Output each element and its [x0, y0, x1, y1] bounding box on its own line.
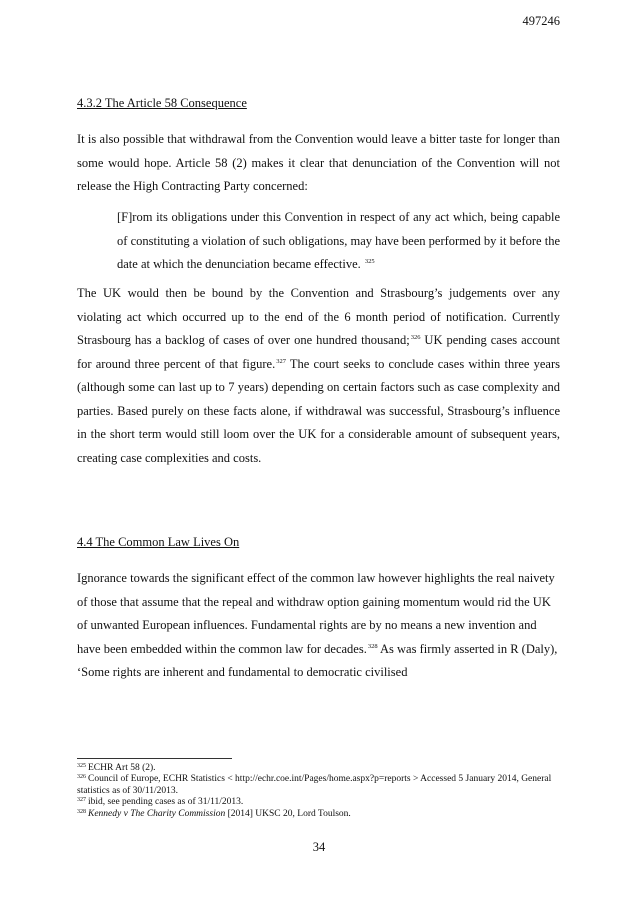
footnote-number: 328	[77, 808, 86, 815]
paragraph-intro	[77, 128, 560, 199]
footnotes	[77, 763, 560, 820]
footnote-divider	[77, 758, 232, 759]
section-heading-4-4	[77, 535, 560, 550]
paragraph-segment: Ignorance towards the significant effect of the common law however highlights the real naivety of those that assume that the repeal and withdraw option gaining momentum would rid the UK of unwanted European influences. Fundamental rights are by no means a new invention and have been embedded within the common law for decades.	[77, 571, 555, 656]
footnote-text: Council of Europe, ECHR Statistics < http://echr.coe.int/Pages/home.aspx?p=reports > Accessed 5 January 2014, General statistics as of 30/11/2013.	[77, 774, 552, 796]
heading-text: 4.3.2 The Article 58 Consequence	[77, 96, 247, 110]
footnote-case-name: Kennedy v The Charity Commission	[88, 808, 226, 819]
paragraph-backlog	[77, 282, 560, 470]
paragraph-common-law	[77, 567, 560, 685]
footnote-ref: 327	[276, 357, 286, 365]
footnote-number: 327	[77, 797, 86, 804]
page-id: 497246	[522, 14, 560, 28]
block-quote	[117, 206, 560, 277]
paragraph-segment: The UK would then be bound by the Convention and Strasbourg’s judgements over any violating act which occurred up to the end of the 6 month period of notification. Currently Strasbourg has a backlog of cases of over one hundred thousand;	[77, 286, 560, 347]
footnote-text: ECHR Art 58 (2).	[88, 763, 156, 773]
footnote-ref: 328	[367, 642, 378, 650]
quote-text: [F]rom its obligations under this Convention in respect of any act which, being capable of constituting a violation of such obligations, may have been performed by it before the date at which the denunciation became effective.	[117, 210, 560, 271]
paragraph-segment: UK pending cases account for around three percent of that figure.	[77, 333, 560, 371]
footnote-text: [2014] UKSC 20, Lord Toulson.	[225, 808, 351, 819]
heading-text: 4.4 The Common Law Lives On	[77, 535, 240, 549]
paragraph-segment: As was firmly asserted in R (Daly), ‘Some rights are inherent and fundamental to democratic civilised	[77, 641, 558, 679]
paragraph-text	[77, 567, 560, 685]
footnote-number: 325	[77, 763, 86, 769]
footnote-328	[77, 809, 560, 820]
footnote-ref: 326	[410, 334, 421, 341]
footnote-ref: 325	[364, 258, 375, 265]
paragraph-text: It is also possible that withdrawal from the Convention would leave a bitter taste for longer than some would hope. Article 58 (2) makes it clear that denunciation of the Convention will not release the High Contracting Party concerned:	[77, 132, 560, 193]
footnote-number: 326	[77, 774, 86, 781]
footnote-327	[77, 797, 560, 808]
footnote-326	[77, 774, 560, 797]
section-heading-4-3-2	[77, 96, 560, 111]
footnote-325	[77, 763, 560, 774]
paragraph-text	[77, 282, 560, 470]
footnote-text: ibid, see pending cases as of 31/11/2013.	[88, 797, 244, 808]
paragraph-segment: The court seeks to conclude cases within three years (although some can last up to 7 years) depending on certain factors such as case complexity and parties. Based purely on these facts alone, if withdrawal was successful, Strasbourg’s influence in the short term would still loom over the UK for a considerable amount of subsequent years, creating case complexities and costs.	[77, 356, 560, 465]
page-number: 34	[312, 840, 326, 854]
